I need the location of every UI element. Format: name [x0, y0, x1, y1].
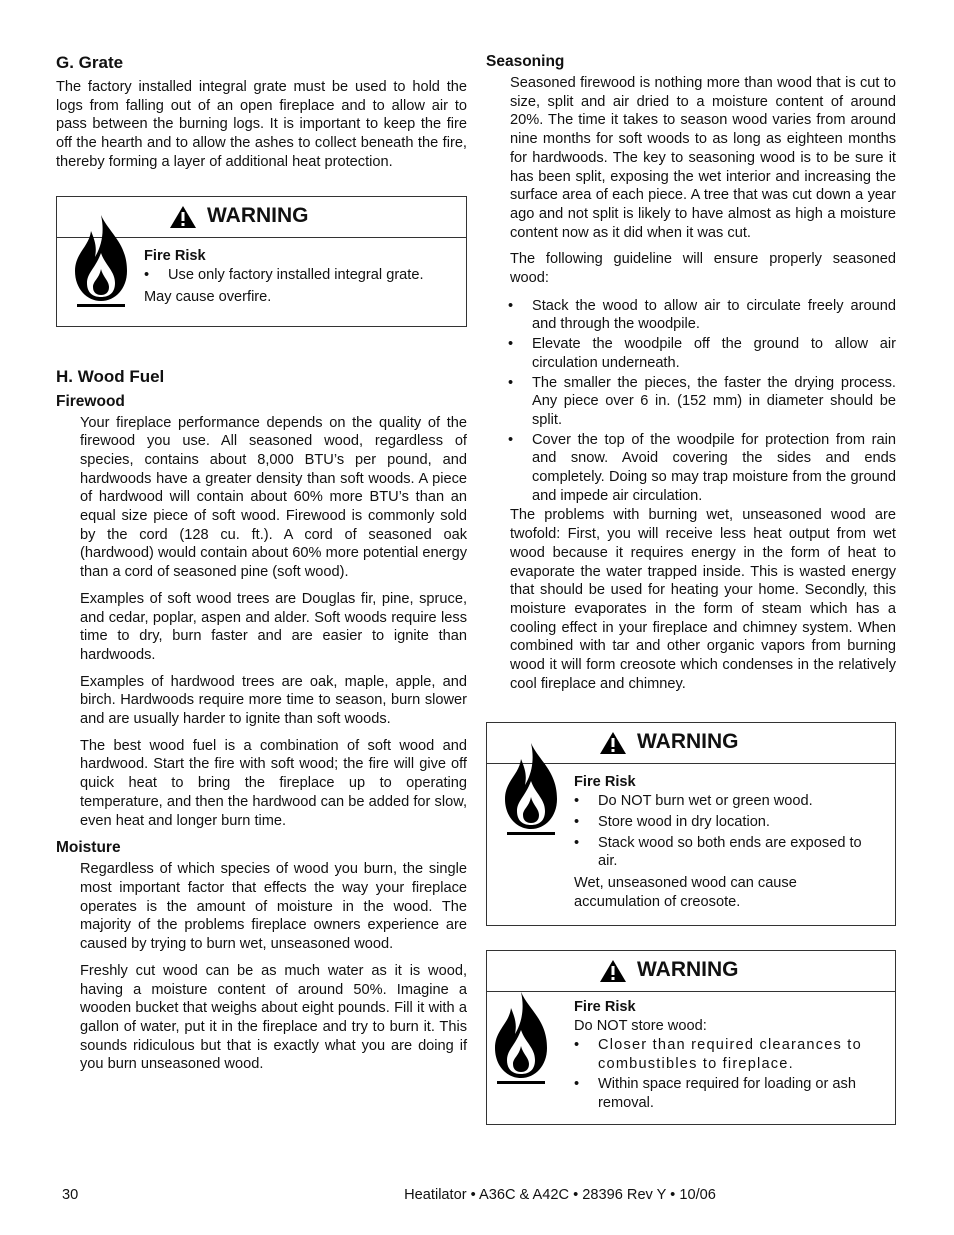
warning-bullet: • Closer than required clearances to combustibles to fireplace. — [574, 1036, 883, 1073]
warning-tail: Wet, unseasoned wood can cause accumulation of creosote. — [574, 875, 797, 910]
moisture-paragraph-2: Freshly cut wood can be as much water as it is wood, having a moisture content of around 50%. Imagine a wooden bucket that weighs about eight pounds. Fill it with a gallon of water, put it in the fireplace and try to burn it. This sounds ridiculous but that is exactly what you are doing if you burn unseasoned wood. — [80, 962, 467, 1073]
fire-risk-label: Fire Risk — [574, 998, 636, 1015]
firewood-paragraph-1: Your fireplace performance depends on the quality of the firewood you use. All seasoned wood, regardless of species, contains about 8,000 BTU’s per pound, and hardwoods have a greater density than soft woods. A piece of hardwood will contain about 60% more BTU’s than an equal size piece of soft wood. Firewood is commonly sold by the cord (128 cu. ft.). A cord of seasoned oak (hardwood) would contain about 60% more potential energy than a cord of seasoned pine (soft wood). — [80, 414, 467, 581]
warning-bullet: • Do NOT burn wet or green wood. — [574, 792, 883, 811]
fire-risk-label: Fire Risk — [144, 247, 206, 264]
flame-icon — [491, 983, 551, 1093]
warning-triangle-icon — [599, 731, 627, 755]
flame-icon — [501, 741, 561, 837]
right-column — [486, 52, 896, 1125]
warning-box-wood-storage — [486, 950, 896, 1125]
grate-heading: G. Grate — [56, 53, 124, 72]
warning-bullet: • Store wood in dry location. — [574, 813, 883, 832]
warning-tail: May cause overfire. — [144, 288, 272, 305]
grate-text: The factory installed integral grate must be used to hold the logs from falling out of an open fireplace and to allow air to pass between the burning logs. It is important to keep the fire off the hearth and to allow the ashes to collect beneath the fire, thereby forming a layer of additional heat protection. — [56, 79, 467, 170]
warning-box-grate — [56, 196, 467, 327]
warning-triangle-icon — [169, 205, 197, 229]
list-item: • Cover the top of the woodpile for protection from rain and snow. Avoid covering the sides and ends completely. Doing so may trap moisture from the ground and impede air circulation. — [508, 431, 896, 506]
left-column — [56, 52, 467, 1082]
list-item: • Stack the wood to allow air to circulate freely around and through the woodpile. — [508, 297, 896, 334]
warning-box-wet-wood — [486, 722, 896, 926]
firewood-paragraph-2: Examples of soft wood trees are Douglas fir, pine, spruce, and cedar, poplar, aspen and alder. Soft woods require less time to dry, burn faster and are easier to ignite than hardwoods. — [80, 590, 467, 663]
seasoning-guideline-list — [508, 297, 896, 506]
problems-paragraph: The problems with burning wet, unseasoned wood are twofold: First, you will receive less heat output from wet wood because it requires energy in the form of heat to evaporate the water trapped inside. This is wasted energy that should be used for heating your home. Secondly, this moisture evaporates in the form of steam which has a cooling effect in your fireplace and chimney system. When combined with tar and other organic vapors from burning wood it will form creosote which condenses in the relatively cool fireplace and chimney. — [510, 507, 896, 692]
wood-fuel-heading: H. Wood Fuel — [56, 366, 165, 386]
warning-title: WARNING — [207, 204, 309, 228]
seasoning-paragraph-1: Seasoned firewood is nothing more than wood that is cut to size, split and air dried to a moisture content of around 20%. The time it takes to season wood varies from around nine months for soft woods to as long as eighteen months for hardwoods. The key to seasoning wood is to be sure it has been split, exposing the wet interior and increasing the surface area of each piece. A tree that was cut down a year ago and not split is likely to have almost as high a moisture content now as it did when it was cut. — [510, 75, 896, 241]
flame-icon — [71, 213, 131, 309]
moisture-paragraph-1: Regardless of which species of wood you burn, the single most important factor that effects the way your fireplace operates is the amount of moisture in the wood. The majority of the problems fireplace owners experience are caused by trying to burn wet, unseasoned wood. — [80, 861, 467, 953]
seasoning-paragraph-2: The following guideline will ensure properly seasoned wood: — [510, 251, 896, 287]
document-info: Heatilator • A36C & A42C • 28396 Rev Y • 10/06 — [404, 1187, 716, 1203]
list-item: • Elevate the woodpile off the ground to allow air circulation underneath. — [508, 335, 896, 372]
warning-title: WARNING — [637, 958, 739, 982]
list-item: • The smaller the pieces, the faster the drying process. Any piece over 6 in. (152 mm) in diameter should be split. — [508, 374, 896, 430]
warning-bullet: • Stack wood so both ends are exposed to air. — [574, 834, 883, 871]
firewood-paragraph-4: The best wood fuel is a combination of soft wood and hardwood. Start the fire with soft wood; the fire will give off quick heat to bring the fireplace up to operating temperature, and then the hardwood can be added for slow, even heat and longer burn time. — [80, 737, 467, 829]
moisture-heading: Moisture — [56, 839, 121, 857]
firewood-heading: Firewood — [56, 392, 125, 410]
warning-bullet: • Use only factory installed integral grate. — [144, 266, 454, 285]
warning-intro: Do NOT store wood: — [574, 1018, 707, 1035]
warning-bullet: • Within space required for loading or ash removal. — [574, 1075, 883, 1112]
page-number: 30 — [62, 1187, 79, 1203]
warning-title: WARNING — [637, 730, 739, 754]
fire-risk-label: Fire Risk — [574, 773, 636, 790]
seasoning-heading: Seasoning — [486, 53, 565, 70]
firewood-paragraph-3: Examples of hardwood trees are oak, maple, apple, and birch. Hardwoods require more time to season, burn slower and are usually harder to ignite than soft woods. — [80, 673, 467, 728]
warning-triangle-icon — [599, 959, 627, 983]
